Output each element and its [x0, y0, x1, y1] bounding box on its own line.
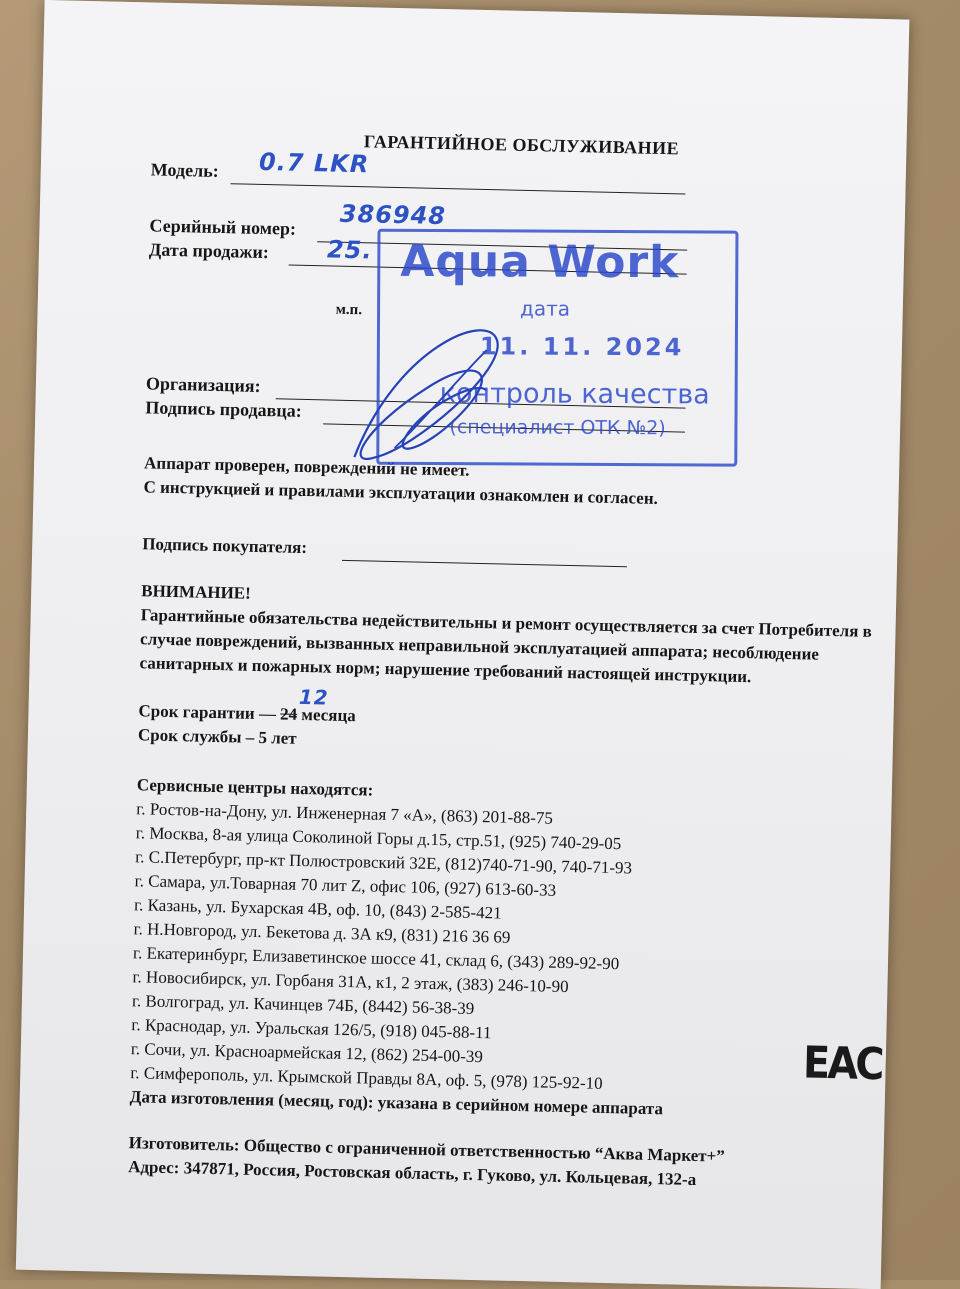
buyer-signature-label: Подпись покупателя:	[142, 534, 308, 558]
checked-line-2: С инструкцией и правилами эксплуатации ознакомлен и согласен.	[143, 477, 659, 508]
warranty-printed-term: 24	[279, 704, 298, 724]
stamp-date-label: дата	[520, 296, 571, 321]
manufacture-date: Дата изготовления (месяц, год): указана в серийном номере аппарата	[129, 1087, 664, 1119]
service-center-item: г. Симферополь, ул. Крымской Правды 8А, оф. 5, (978) 125-92-10	[130, 1063, 603, 1093]
stamp-brand: Aqua Work	[400, 235, 680, 289]
buyer-signature-line	[342, 542, 627, 567]
service-center-item: г. Краснодар, ул. Уральская 126/5, (918) 045-88-11	[131, 1015, 492, 1043]
service-center-item: г. Сочи, ул. Красноармейская 12, (862) 254-00-39	[130, 1039, 484, 1067]
document-title: ГАРАНТИЙНОЕ ОБСЛУЖИВАНИЕ	[363, 131, 680, 159]
stamp-quality-control: контроль качества	[439, 378, 710, 411]
service-center-item: г. Волгоград, ул. Качинцев 74Б, (8442) 56-38-39	[131, 991, 475, 1018]
attention-title: ВНИМАНИЕ!	[141, 581, 252, 603]
service-centers-title: Сервисные центры находятся:	[136, 775, 374, 800]
service-center-item: г. Самара, ул.Товарная 70 лит Z, офис 106, (927) 613-60-33	[134, 871, 557, 900]
address: Адрес: 347871, Россия, Ростовская область, г. Гуково, ул. Кольцевая, 132-а	[127, 1157, 697, 1190]
stamp-specialist: (специалист ОТК №2)	[449, 416, 666, 440]
buyer-signature-row	[142, 533, 882, 574]
model-row	[150, 147, 891, 200]
service-center-item: г. Москва, 8-ая улица Соколиной Горы д.15, стр.51, (925) 740-29-05	[135, 823, 622, 854]
attention-text: Гарантийные обязательства недействительны и ремонт осуществляется за счет Потребителя в случае повреждений, вызванных неправильной эксплуатацией аппарата; несоблюдение санитарных и пожарных норм; нарушение требований настоящей инструкции.	[139, 605, 873, 687]
serial-label: Серийный номер:	[149, 215, 297, 239]
service-center-item: г. Казань, ул. Бухарская 4В, оф. 10, (843) 2-585-421	[133, 895, 502, 923]
mp-label: м.п.	[335, 301, 363, 319]
attention-block	[139, 579, 881, 692]
service-centers-block	[129, 773, 876, 1126]
warranty-label: Срок гарантии —	[138, 701, 277, 724]
model-label: Модель:	[150, 159, 219, 181]
manufacturer: Изготовитель: Общество с ограниченной ответственностью “Аква Маркет+”	[128, 1133, 726, 1166]
warranty-unit: месяца	[301, 704, 357, 726]
model-handwritten: 0.7 LKR	[258, 147, 370, 179]
sale-date-handwritten: 25.	[326, 235, 373, 265]
warranty-sheet	[16, 0, 910, 1289]
serial-handwritten: 386948	[339, 199, 447, 231]
stamp-date-value: 11. 11. 2024	[479, 332, 685, 362]
service-center-item: г. Екатеринбург, Елизаветинское шоссе 41, склад 6, (343) 289-92-90	[132, 943, 620, 974]
service-center-item: г. С.Петербург, пр-кт Полюстровский 32Е, (812)740-71-90, 740-71-93	[135, 847, 633, 878]
organization-label: Организация:	[145, 373, 261, 396]
service-center-item: г. Новосибирск, ул. Горбаня 31А, к1, 2 этаж, (383) 246-10-90	[132, 967, 569, 997]
manufacturer-block	[128, 1131, 869, 1196]
eac-mark: ЕАС	[802, 1037, 883, 1091]
service-center-item: г. Н.Новгород, ул. Бекетова д. 3А к9, (831) 216 36 69	[133, 919, 511, 947]
service-life: Срок службы – 5 лет	[137, 725, 297, 748]
service-center-item: г. Ростов-на-Дону, ул. Инженерная 7 «А», (863) 201-88-75	[136, 799, 554, 828]
seller-signature-scribble	[334, 307, 528, 491]
seller-signature-label: Подпись продавца:	[145, 397, 303, 421]
warranty-handwritten: 12	[298, 684, 329, 710]
sale-date-label: Дата продажи:	[148, 239, 270, 263]
checked-line-1: Аппарат проверен, повреждений не имеет.	[143, 453, 470, 480]
